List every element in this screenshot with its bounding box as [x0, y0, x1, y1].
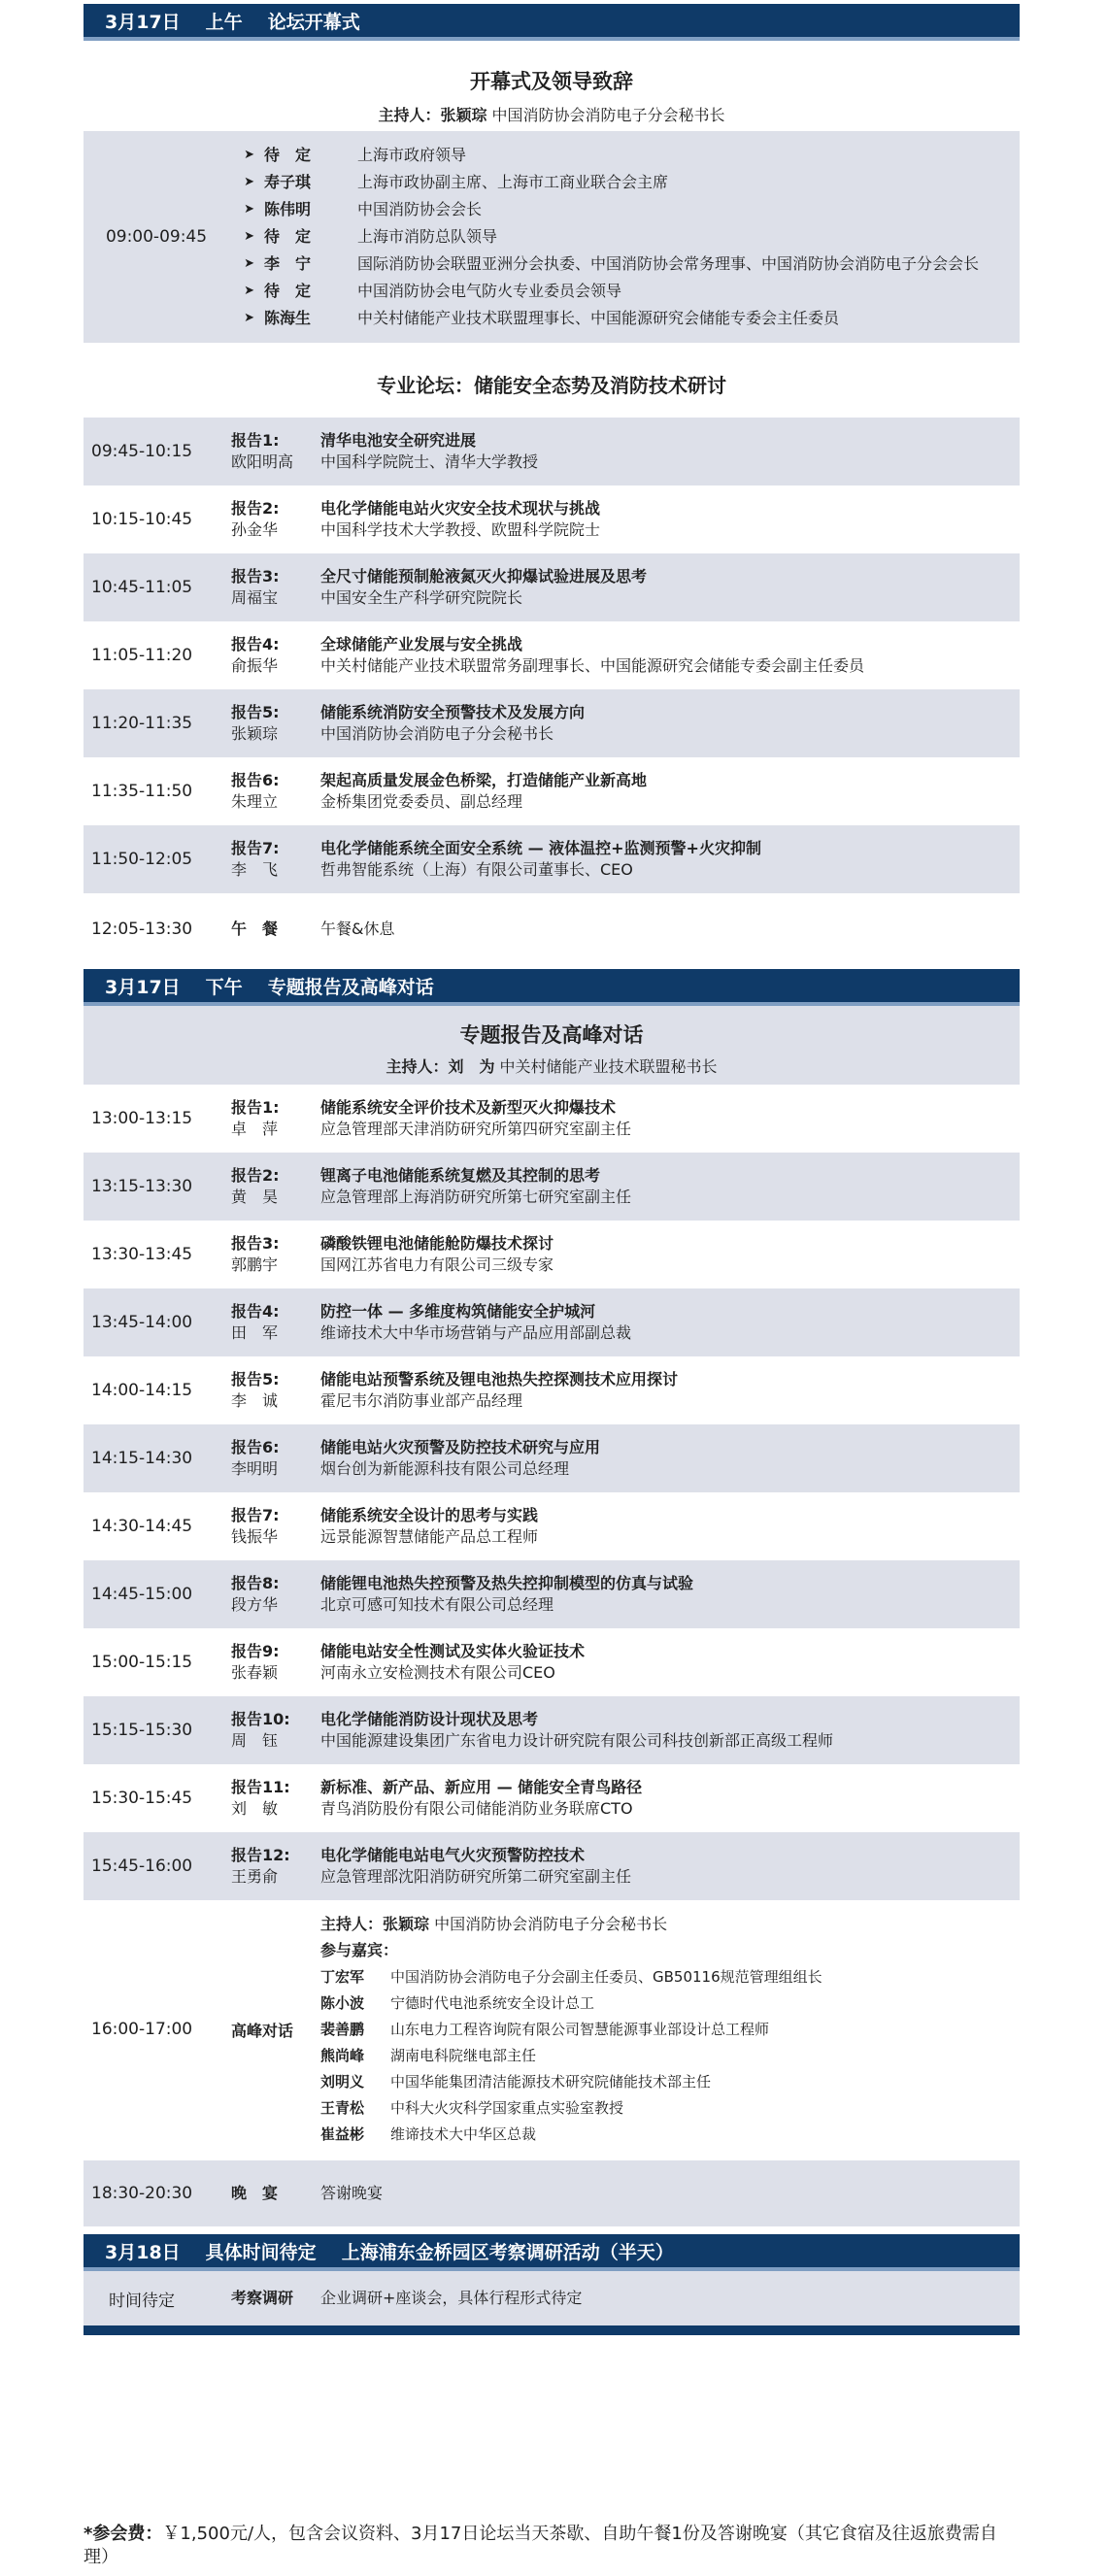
speaker-desc: 中国消防协会会长 [357, 200, 483, 218]
opening-speaker [229, 172, 1020, 193]
opening-speaker-list [229, 139, 1020, 335]
row-topic [320, 1233, 1020, 1276]
row-topic [320, 702, 1020, 745]
row-time: 15:00-15:15 [91, 1653, 193, 1672]
speaker-desc: 国网江苏省电力有限公司三级专家 [320, 1255, 554, 1274]
row-speaker [231, 1301, 320, 1344]
speaker-desc: 中国科学技术大学教授、欧盟科学院院士 [320, 520, 601, 539]
guest-name: 熊尚峰 [320, 2047, 365, 2064]
guest-desc: 湖南电科院继电部主任 [390, 2047, 537, 2064]
speaker-desc: 中国科学院院士、清华大学教授 [320, 452, 539, 471]
opening-speaker [229, 226, 1020, 248]
speaker-name: 朱理立 [231, 792, 279, 811]
arrow-icon: ➤ [244, 229, 254, 244]
row-time: 14:30-14:45 [91, 1517, 193, 1536]
row-time: 13:00-13:15 [91, 1109, 193, 1128]
opening-speaker [229, 281, 1020, 302]
row-topic [320, 1505, 1020, 1548]
row-topic [320, 634, 1020, 677]
speaker-name: 陈海生 [264, 309, 312, 327]
panel-guest [320, 1967, 1020, 1987]
row-speaker [231, 566, 320, 609]
row-topic [320, 1165, 1020, 1208]
topic-title: 储能系统安全设计的思考与实践 [320, 1506, 539, 1524]
row-speaker [231, 498, 320, 541]
host-label: 主持人：张颖琮 [320, 1915, 430, 1933]
agenda [84, 0, 1020, 2335]
report-row [84, 1221, 1020, 1288]
lunch-row [84, 893, 1020, 965]
opening-speaker [229, 308, 1020, 329]
bar-date: 3月17日 [105, 11, 181, 33]
topic-title: 储能系统消防安全预警技术及发展方向 [320, 703, 586, 721]
arrow-icon: ➤ [244, 284, 254, 298]
host-desc: 中关村储能产业技术联盟秘书长 [499, 1057, 718, 1076]
row-topic [320, 1097, 1020, 1140]
report-tag: 报告4: [231, 1302, 280, 1321]
speaker-desc: 远景能源智慧储能产品总工程师 [320, 1527, 539, 1546]
speaker-desc: 中关村储能产业技术联盟理事长、中国能源研究会储能专委会主任委员 [357, 309, 840, 327]
report-row [84, 1085, 1020, 1153]
guest-name: 崔益彬 [320, 2125, 365, 2143]
report-row [84, 1628, 1020, 1696]
speaker-name: 张春颖 [231, 1663, 279, 1682]
panel-time: 16:00-17:00 [91, 2020, 193, 2039]
row-speaker [231, 1641, 320, 1684]
panel-guest [320, 2020, 1020, 2039]
report-row [84, 1153, 1020, 1221]
panel-host [320, 1915, 1020, 1934]
speaker-name: 钱振华 [231, 1527, 279, 1546]
speaker-desc: 金桥集团党委委员、副总经理 [320, 792, 523, 811]
row-speaker [231, 1573, 320, 1616]
row-label [231, 2183, 320, 2204]
topic-title: 电化学储能电站电气火灾预警防控技术 [320, 1846, 586, 1864]
row-speaker [231, 1845, 320, 1888]
row-speaker [231, 838, 320, 881]
speaker-name: 欧阳明高 [231, 452, 294, 471]
opening-speaker [229, 145, 1020, 166]
topic-title: 新标准、新产品、新应用 — 储能安全青鸟路径 [320, 1778, 643, 1796]
row-time: 14:45-15:00 [91, 1585, 193, 1604]
row-time: 13:15-13:30 [91, 1177, 193, 1196]
guest-desc: 中国消防协会消防电子分会副主任委员、GB50116规范管理组组长 [390, 1968, 822, 1986]
speaker-desc: 国际消防协会联盟亚洲分会执委、中国消防协会常务理事、中国消防协会消防电子分会会长 [357, 254, 980, 273]
row-speaker [231, 430, 320, 473]
panel-guest [320, 2124, 1020, 2144]
forum-row [84, 757, 1020, 825]
speaker-name: 待 定 [264, 227, 312, 246]
row-time: 09:45-10:15 [91, 442, 193, 461]
report-row [84, 1492, 1020, 1560]
guest-name: 王青松 [320, 2099, 365, 2117]
forum-row [84, 621, 1020, 689]
guest-desc: 宁德时代电池系统安全设计总工 [390, 1994, 595, 2012]
report-tag: 报告7: [231, 1506, 280, 1524]
host-desc: 中国消防协会消防电子分会秘书长 [491, 106, 725, 124]
day2-label: 考察调研 [231, 2289, 294, 2307]
row-time: 13:30-13:45 [91, 1245, 193, 1264]
speaker-name: 李 宁 [264, 254, 312, 273]
row-topic [320, 430, 1020, 473]
report-tag: 报告5: [231, 703, 280, 721]
report-row [84, 1696, 1020, 1764]
row-time: 14:00-14:15 [91, 1381, 193, 1400]
speaker-name: 张颖琮 [231, 724, 279, 743]
row-time: 时间待定 [109, 2291, 175, 2311]
row-topic [320, 770, 1020, 813]
bar-period: 下午 [205, 976, 243, 998]
speaker-name: 李明明 [231, 1459, 279, 1478]
report-tag: 报告2: [231, 1166, 280, 1185]
speaker-name: 孙金华 [231, 520, 279, 539]
row-time: 12:05-13:30 [91, 920, 193, 939]
dinner-row [84, 2160, 1020, 2226]
guest-desc: 山东电力工程咨询院有限公司智慧能源事业部设计总工程师 [390, 2021, 770, 2038]
bar-period: 上午 [205, 11, 243, 33]
speaker-name: 周福宝 [231, 588, 279, 607]
topic-title: 电化学储能系统全面安全系统 — 液体温控+监测预警+火灾抑制 [320, 839, 761, 857]
row-time: 15:45-16:00 [91, 1857, 193, 1876]
forum-row [84, 485, 1020, 553]
forum-row [84, 825, 1020, 893]
report-row [84, 1560, 1020, 1628]
speaker-name: 李 飞 [231, 860, 279, 879]
panel-guest [320, 2046, 1020, 2065]
panel-guest [320, 2072, 1020, 2091]
report-tag: 报告5: [231, 1370, 280, 1388]
host-label: 主持人：刘 为 [386, 1057, 495, 1076]
row-speaker [231, 634, 320, 677]
guests-label: 参与嘉宾： [320, 1941, 399, 1959]
bar-title: 论坛开幕式 [267, 11, 360, 33]
opening-speaker [229, 253, 1020, 275]
speaker-desc: 上海市消防总队领导 [357, 227, 498, 246]
speaker-desc: 上海市政府领导 [357, 146, 467, 164]
opening-title: 开幕式及领导致辞 [470, 70, 633, 93]
report-row [84, 1288, 1020, 1356]
dinner-desc: 答谢晚宴 [320, 2184, 384, 2202]
speaker-desc: 中国消防协会消防电子分会秘书长 [320, 724, 554, 743]
row-topic [320, 838, 1020, 881]
topic-title: 清华电池安全研究进展 [320, 431, 477, 450]
topic-title: 磷酸铁锂电池储能舱防爆技术探讨 [320, 1234, 554, 1253]
row-topic [320, 566, 1020, 609]
afternoon-title: 专题报告及高峰对话 [459, 1023, 644, 1047]
report-tag: 报告8: [231, 1574, 280, 1592]
speaker-name: 待 定 [264, 146, 312, 164]
row-time: 11:35-11:50 [91, 782, 193, 801]
fee-label: *参会费： [84, 2524, 163, 2544]
report-tag: 报告7: [231, 839, 280, 857]
row-speaker [231, 1437, 320, 1480]
forum-row [84, 553, 1020, 621]
report-tag: 报告6: [231, 1438, 280, 1456]
afternoon-host [84, 1054, 1020, 1077]
speaker-name: 田 军 [231, 1323, 279, 1342]
guest-name: 丁宏军 [320, 1968, 365, 1986]
topic-title: 储能电站安全性测试及实体火验证技术 [320, 1642, 586, 1660]
speaker-name: 刘 敏 [231, 1799, 279, 1818]
speaker-name: 郭鹏宇 [231, 1255, 279, 1274]
panel-body [320, 1908, 1020, 2151]
report-tag: 报告1: [231, 1098, 280, 1117]
speaker-desc: 中国消防协会电气防火专业委员会领导 [357, 282, 622, 300]
row-speaker [231, 1709, 320, 1752]
row-time: 11:20-11:35 [91, 714, 193, 733]
speaker-desc: 中国能源建设集团广东省电力设计研究院有限公司科技创新部正高级工程师 [320, 1731, 834, 1750]
row-speaker [231, 1165, 320, 1208]
row-speaker [231, 770, 320, 813]
opening-block [84, 131, 1020, 343]
arrow-icon: ➤ [244, 175, 254, 189]
speaker-desc: 北京可感可知技术有限公司总经理 [320, 1595, 554, 1614]
afternoon-section-bar [84, 969, 1020, 1006]
row-topic [320, 1437, 1020, 1480]
topic-title: 全尺寸储能预制舱液氮灭火抑爆试验进展及思考 [320, 567, 648, 585]
panel-discussion [84, 1900, 1020, 2160]
speaker-desc: 河南永立安检测技术有限公司CEO [320, 1663, 555, 1682]
speaker-desc: 应急管理部天津消防研究所第四研究室副主任 [320, 1120, 632, 1138]
row-time: 11:05-11:20 [91, 646, 193, 665]
row-time: 13:45-14:00 [91, 1313, 193, 1332]
report-tag: 报告12: [231, 1846, 290, 1864]
row-label [231, 2288, 320, 2309]
speaker-desc: 中国安全生产科学研究院院长 [320, 588, 523, 607]
row-time: 15:30-15:45 [91, 1789, 193, 1808]
topic-title: 储能电站火灾预警及防控技术研究与应用 [320, 1438, 601, 1456]
row-time: 15:15-15:30 [91, 1721, 193, 1740]
guest-desc: 中国华能集团清洁能源技术研究院储能技术部主任 [390, 2073, 712, 2091]
lunch-desc: 午餐&休息 [320, 920, 395, 938]
panel-guests-label [320, 1941, 1020, 1960]
bar-title: 上海浦东金桥园区考察调研活动（半天） [341, 2241, 674, 2263]
host-desc: 中国消防协会消防电子分会秘书长 [434, 1915, 668, 1933]
speaker-name: 段方华 [231, 1595, 279, 1614]
row-topic [320, 1369, 1020, 1412]
footer-bar [84, 2325, 1020, 2335]
panel-guest [320, 2098, 1020, 2118]
opening-time: 09:00-09:45 [105, 227, 208, 247]
panel-guest [320, 1993, 1020, 2013]
report-tag: 报告3: [231, 1234, 280, 1253]
report-row [84, 1356, 1020, 1424]
row-topic [320, 1301, 1020, 1344]
report-tag: 报告11: [231, 1778, 290, 1796]
topic-title: 电化学储能电站火灾安全技术现状与挑战 [320, 499, 601, 518]
speaker-desc: 中关村储能产业技术联盟常务副理事长、中国能源研究会储能专委会副主任委员 [320, 656, 865, 675]
host-label: 主持人：张颖琮 [378, 106, 487, 124]
speaker-name: 寿子琪 [264, 173, 312, 191]
row-time: 18:30-20:30 [91, 2184, 193, 2203]
speaker-name: 周 钰 [231, 1731, 279, 1750]
forum-row [84, 418, 1020, 485]
report-row [84, 1832, 1020, 1900]
report-row [84, 1764, 1020, 1832]
report-tag: 报告2: [231, 499, 280, 518]
speaker-desc: 霍尼韦尔消防事业部产品经理 [320, 1391, 523, 1410]
guest-desc: 维谛技术大中华区总裁 [390, 2125, 537, 2143]
forum-title: 专业论坛：储能安全态势及消防技术研讨 [377, 374, 726, 397]
row-topic [320, 1573, 1020, 1616]
speaker-name: 俞振华 [231, 656, 279, 675]
topic-title: 防控一体 — 多维度构筑储能安全护城河 [320, 1302, 596, 1321]
speaker-name: 李 诚 [231, 1391, 279, 1410]
guest-desc: 中科大火灾科学国家重点实验室教授 [390, 2099, 624, 2117]
speaker-name: 待 定 [264, 282, 312, 300]
speaker-name: 卓 萍 [231, 1120, 279, 1138]
topic-title: 锂离子电池储能系统复燃及其控制的思考 [320, 1166, 601, 1185]
fee-text: ￥1,500元/人，包含会议资料、3月17日论坛当天茶歇、自助午餐1份及答谢晚宴（其它食宿及往返旅费需自理） [84, 2524, 997, 2567]
day2-row [84, 2271, 1020, 2325]
speaker-desc: 上海市政协副主席、上海市工商业联合会主席 [357, 173, 669, 191]
guest-name: 裴善鹏 [320, 2021, 365, 2038]
row-topic [320, 1709, 1020, 1752]
day2-section-bar [84, 2234, 1020, 2271]
lunch-label: 午 餐 [231, 920, 279, 938]
topic-title: 储能系统安全评价技术及新型灭火抑爆技术 [320, 1098, 617, 1117]
arrow-icon: ➤ [244, 256, 254, 271]
speaker-name: 黄 昊 [231, 1188, 279, 1206]
topic-title: 电化学储能消防设计现状及思考 [320, 1710, 539, 1728]
topic-title: 全球储能产业发展与安全挑战 [320, 635, 523, 653]
bar-title: 专题报告及高峰对话 [267, 976, 434, 998]
speaker-desc: 维谛技术大中华市场营销与产品应用部副总裁 [320, 1323, 632, 1342]
row-speaker [231, 1777, 320, 1820]
row-topic [320, 498, 1020, 541]
bar-date: 3月17日 [105, 976, 181, 998]
report-tag: 报告4: [231, 635, 280, 653]
report-tag: 报告9: [231, 1642, 280, 1660]
arrow-icon: ➤ [244, 202, 254, 217]
row-topic [320, 1845, 1020, 1888]
speaker-name: 陈伟明 [264, 200, 312, 218]
row-topic [320, 1641, 1020, 1684]
fee-note [84, 2523, 1020, 2569]
topic-title: 储能锂电池热失控预警及热失控抑制模型的仿真与试验 [320, 1574, 694, 1592]
row-time: 14:15-14:30 [91, 1449, 193, 1468]
row-speaker [231, 1097, 320, 1140]
report-tag: 报告6: [231, 771, 280, 789]
morning-section-bar [84, 4, 1020, 41]
row-label [231, 919, 320, 940]
speaker-desc: 哲弗智能系统（上海）有限公司董事长、CEO [320, 860, 633, 879]
topic-title: 架起高质量发展金色桥梁，打造储能产业新高地 [320, 771, 648, 789]
row-speaker [231, 1233, 320, 1276]
speaker-name: 王勇俞 [231, 1867, 279, 1886]
row-topic [320, 1777, 1020, 1820]
speaker-desc: 应急管理部沈阳消防研究所第二研究室副主任 [320, 1867, 632, 1886]
panel-label: 高峰对话 [231, 2021, 294, 2040]
guest-name: 刘明义 [320, 2073, 365, 2091]
forum-row [84, 689, 1020, 757]
report-tag: 报告3: [231, 567, 280, 585]
arrow-icon: ➤ [244, 311, 254, 325]
speaker-desc: 应急管理部上海消防研究所第七研究室副主任 [320, 1188, 632, 1206]
speaker-desc: 烟台创为新能源科技有限公司总经理 [320, 1459, 570, 1478]
afternoon-header [84, 1006, 1020, 1085]
report-row [84, 1424, 1020, 1492]
topic-title: 储能电站预警系统及锂电池热失控探测技术应用探讨 [320, 1370, 679, 1388]
row-time: 10:45-11:05 [91, 578, 193, 597]
report-tag: 报告1: [231, 431, 280, 450]
row-speaker [231, 1369, 320, 1412]
report-tag: 报告10: [231, 1710, 290, 1728]
row-speaker [231, 702, 320, 745]
bar-date: 3月18日 [105, 2241, 181, 2263]
arrow-icon: ➤ [244, 148, 254, 162]
day2-desc: 企业调研+座谈会，具体行程形式待定 [320, 2289, 583, 2307]
dinner-label: 晚 宴 [231, 2184, 279, 2202]
row-speaker [231, 1505, 320, 1548]
row-time: 10:15-10:45 [91, 510, 193, 529]
opening-host [84, 103, 1020, 125]
speaker-desc: 青鸟消防股份有限公司储能消防业务联席CTO [320, 1799, 633, 1818]
afternoon-rows [84, 1085, 1020, 1900]
opening-speaker [229, 199, 1020, 220]
forum-rows [84, 418, 1020, 965]
row-time: 11:50-12:05 [91, 850, 193, 869]
bar-period: 具体时间待定 [205, 2241, 317, 2263]
guest-name: 陈小波 [320, 1994, 365, 2012]
